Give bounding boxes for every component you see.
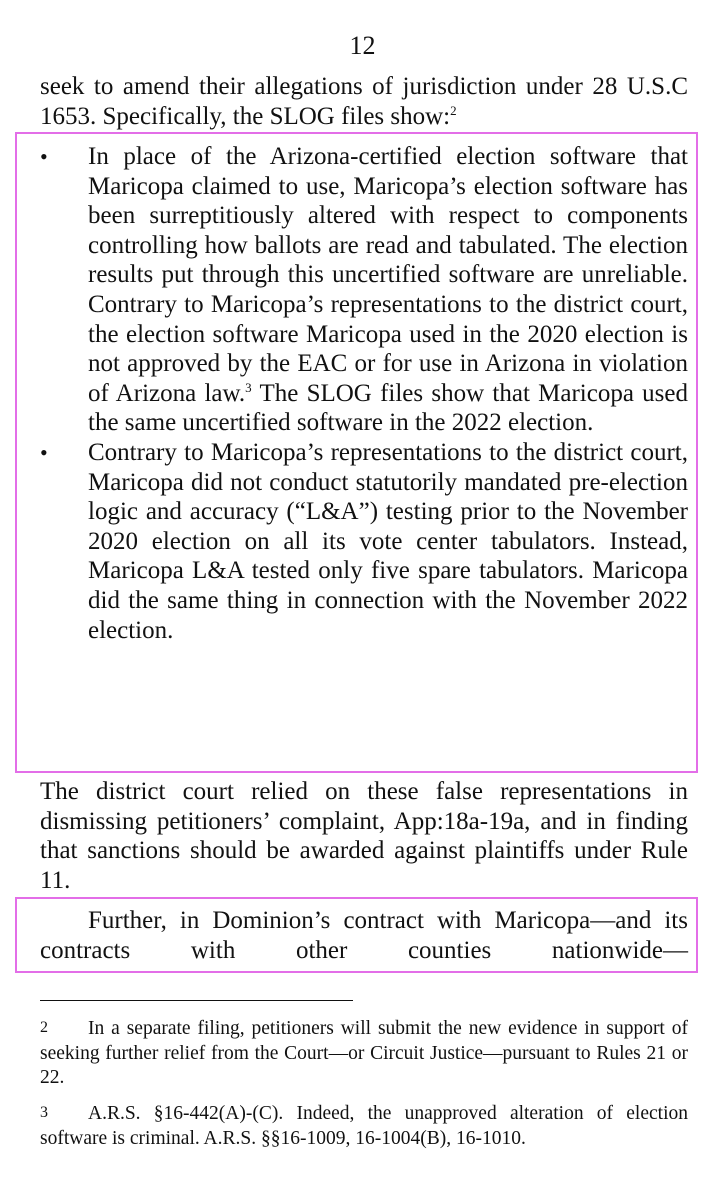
footnote-3 [40,1101,688,1151]
after-bullets-paragraph: The district court relied on these false representations in dismissing petitioners’ complaint, App:18a-19a, and in finding that sanctions should be awarded against plaintiffs under Rule 11. [40,778,688,894]
bullet-item-testing [40,438,688,645]
intro-paragraph [40,72,688,131]
footnote-ref-3[interactable]: 3 [245,379,252,395]
footnote-number: 3 [40,1104,48,1121]
footnote-2 [40,1016,688,1091]
footnote-number: 2 [40,1019,48,1036]
bullet-icon: • [40,144,48,169]
further-paragraph: Further, in Dominion’s contract with Maricopa—and its contracts with other counties nationwide— [40,907,688,964]
bullet-icon: • [40,439,48,465]
footnote-ref-2[interactable]: 2 [450,102,457,118]
bullet-list [40,142,688,645]
footnote-divider [40,1000,353,1001]
bullet-text-software-main: In place of the Arizona-certified election software that Maricopa claimed to use, Maricopa’s election software has been surreptitiously altered with respect to components controlling how ballots are read and tabulated. The election results put through this uncertified software are unreliable. Contrary to Maricopa’s representations to the district court, the election software Maricopa used in the 2020 election is not approved by the EAC or for use in Arizona in violation of Arizona law. [88,143,688,407]
intro-text: seek to amend their allegations of jurisdiction under 28 U.S.C 1653. Specifically, the SLOG files show: [40,73,688,130]
bullet-text-software [88,142,688,438]
footnote-text: A.R.S. §16-442(A)-(C). Indeed, the unapproved alteration of election software is criminal. A.R.S. §§16-1009, 16-1004(B), 16-1010. [40,1103,688,1149]
bullet-text-testing: Contrary to Maricopa’s representations to the district court, Maricopa did not conduct statutorily mandated pre-election logic and accuracy (“L&A”) testing prior to the November 2020 election on all its vote center tabulators. Instead, Maricopa L&A tested only five spare tabulators. Maricopa did the same thing in connection with the November 2022 election. [88,438,688,644]
page-number: 12 [349,31,376,60]
footnote-text: In a separate filing, petitioners will submit the new evidence in support of seeking further relief from the Court—or Circuit Justice—pursuant to Rules 21 or 22. [40,1018,688,1089]
bullet-text-software-end: The SLOG files show that Maricopa used the same uncertified software in the 2022 election. [88,379,688,437]
bullet-item-software [40,142,688,438]
